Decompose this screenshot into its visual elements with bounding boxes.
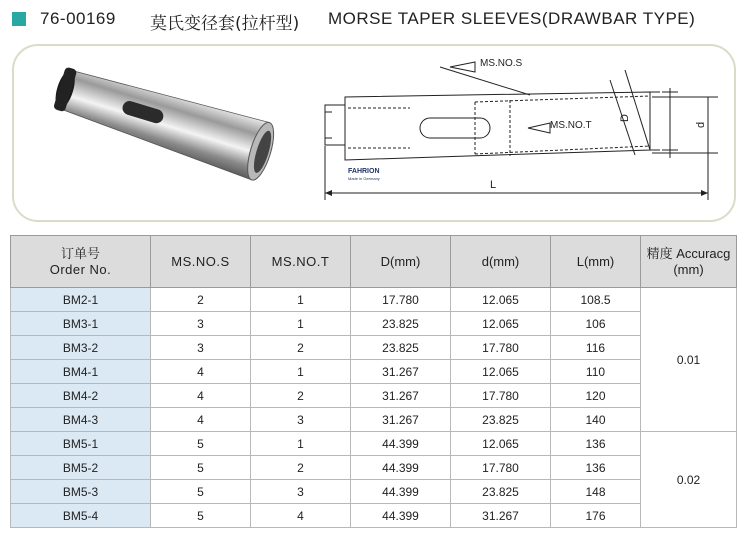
col-header-accuracy-unit: (mm) <box>673 261 704 277</box>
cell-ms-t: 1 <box>251 360 351 384</box>
cell-ms-s: 4 <box>151 384 251 408</box>
cell-D: 44.399 <box>351 456 451 480</box>
cell-d: 12.065 <box>451 432 551 456</box>
cell-d: 17.780 <box>451 384 551 408</box>
cell-L: 140 <box>551 408 641 432</box>
cell-ms-t: 3 <box>251 408 351 432</box>
cell-ms-t: 2 <box>251 456 351 480</box>
cell-d: 23.825 <box>451 408 551 432</box>
col-header-accuracy-label: 精度 Accuracg <box>646 245 731 261</box>
table-row <box>11 384 737 408</box>
table-row <box>11 288 737 312</box>
product-code: 76-00169 <box>40 9 116 28</box>
cell-ms-s: 4 <box>151 360 251 384</box>
drawing-label-ms-s: MS.NO.S <box>480 58 523 69</box>
col-header-L: L(mm) <box>551 236 641 288</box>
cell-L: 148 <box>551 480 641 504</box>
cell-ms-s: 5 <box>151 456 251 480</box>
drawing-label-ms-t: MS.NO.T <box>550 120 592 131</box>
table-row <box>11 432 737 456</box>
cell-d: 12.065 <box>451 288 551 312</box>
cell-ms-t: 2 <box>251 384 351 408</box>
cell-D: 31.267 <box>351 384 451 408</box>
table-row <box>11 408 737 432</box>
cell-accuracy: 0.01 <box>641 288 737 432</box>
table-row <box>11 504 737 528</box>
cell-L: 116 <box>551 336 641 360</box>
cell-D: 44.399 <box>351 504 451 528</box>
cell-ms-t: 3 <box>251 480 351 504</box>
cell-D: 44.399 <box>351 432 451 456</box>
cell-order: BM5-2 <box>11 456 151 480</box>
cell-order: BM2-1 <box>11 288 151 312</box>
cell-D: 17.780 <box>351 288 451 312</box>
sleeve-photo-icon <box>40 62 290 182</box>
col-header-order-en: Order No. <box>49 261 112 277</box>
table-row <box>11 360 737 384</box>
cell-order: BM5-3 <box>11 480 151 504</box>
table-row <box>11 456 737 480</box>
cell-order: BM4-3 <box>11 408 151 432</box>
cell-L: 136 <box>551 432 641 456</box>
cell-d: 17.780 <box>451 456 551 480</box>
col-header-d: d(mm) <box>451 236 551 288</box>
brand-logo: FAHRION <box>348 168 380 175</box>
col-header-ms-s: MS.NO.S <box>151 236 251 288</box>
col-header-accuracy <box>641 236 737 288</box>
drawing-label-D: D <box>619 114 631 122</box>
cell-order: BM5-4 <box>11 504 151 528</box>
cell-L: 136 <box>551 456 641 480</box>
cell-order: BM4-1 <box>11 360 151 384</box>
cell-order: BM3-1 <box>11 312 151 336</box>
technical-drawing <box>300 50 730 215</box>
title-chinese: 莫氏变径套(拉杆型) <box>150 14 300 34</box>
title-english: MORSE TAPER SLEEVES(DRAWBAR TYPE) <box>328 9 696 28</box>
cell-order: BM5-1 <box>11 432 151 456</box>
col-header-ms-t: MS.NO.T <box>251 236 351 288</box>
cell-d: 12.065 <box>451 312 551 336</box>
cell-ms-s: 4 <box>151 408 251 432</box>
accent-square-icon <box>12 12 26 26</box>
cell-d: 31.267 <box>451 504 551 528</box>
table-row <box>11 312 737 336</box>
cell-D: 23.825 <box>351 312 451 336</box>
cell-L: 106 <box>551 312 641 336</box>
cell-L: 108.5 <box>551 288 641 312</box>
brand-subtitle: Made in Germany <box>348 176 380 181</box>
cell-ms-s: 5 <box>151 504 251 528</box>
table-row <box>11 336 737 360</box>
cell-L: 120 <box>551 384 641 408</box>
cell-D: 23.825 <box>351 336 451 360</box>
cell-ms-t: 1 <box>251 288 351 312</box>
cell-ms-s: 3 <box>151 312 251 336</box>
cell-accuracy: 0.02 <box>641 432 737 528</box>
cell-D: 31.267 <box>351 408 451 432</box>
cell-ms-t: 1 <box>251 432 351 456</box>
col-header-D: D(mm) <box>351 236 451 288</box>
drawing-label-d: d <box>695 121 707 128</box>
cell-L: 176 <box>551 504 641 528</box>
page-header <box>0 0 744 40</box>
cell-d: 12.065 <box>451 360 551 384</box>
cell-order: BM4-2 <box>11 384 151 408</box>
cell-ms-s: 5 <box>151 480 251 504</box>
spec-table <box>10 235 737 528</box>
cell-L: 110 <box>551 360 641 384</box>
cell-order: BM3-2 <box>11 336 151 360</box>
table-header-row <box>11 236 737 288</box>
col-header-order-cn: 订单号 <box>60 245 100 261</box>
table-row <box>11 480 737 504</box>
cell-ms-s: 2 <box>151 288 251 312</box>
cell-D: 44.399 <box>351 480 451 504</box>
cell-ms-t: 4 <box>251 504 351 528</box>
cell-ms-s: 3 <box>151 336 251 360</box>
cell-D: 31.267 <box>351 360 451 384</box>
cell-d: 17.780 <box>451 336 551 360</box>
cell-ms-t: 2 <box>251 336 351 360</box>
cell-d: 23.825 <box>451 480 551 504</box>
drawing-label-L: L <box>490 179 497 191</box>
cell-ms-s: 5 <box>151 432 251 456</box>
col-header-order <box>11 236 151 288</box>
cell-ms-t: 1 <box>251 312 351 336</box>
